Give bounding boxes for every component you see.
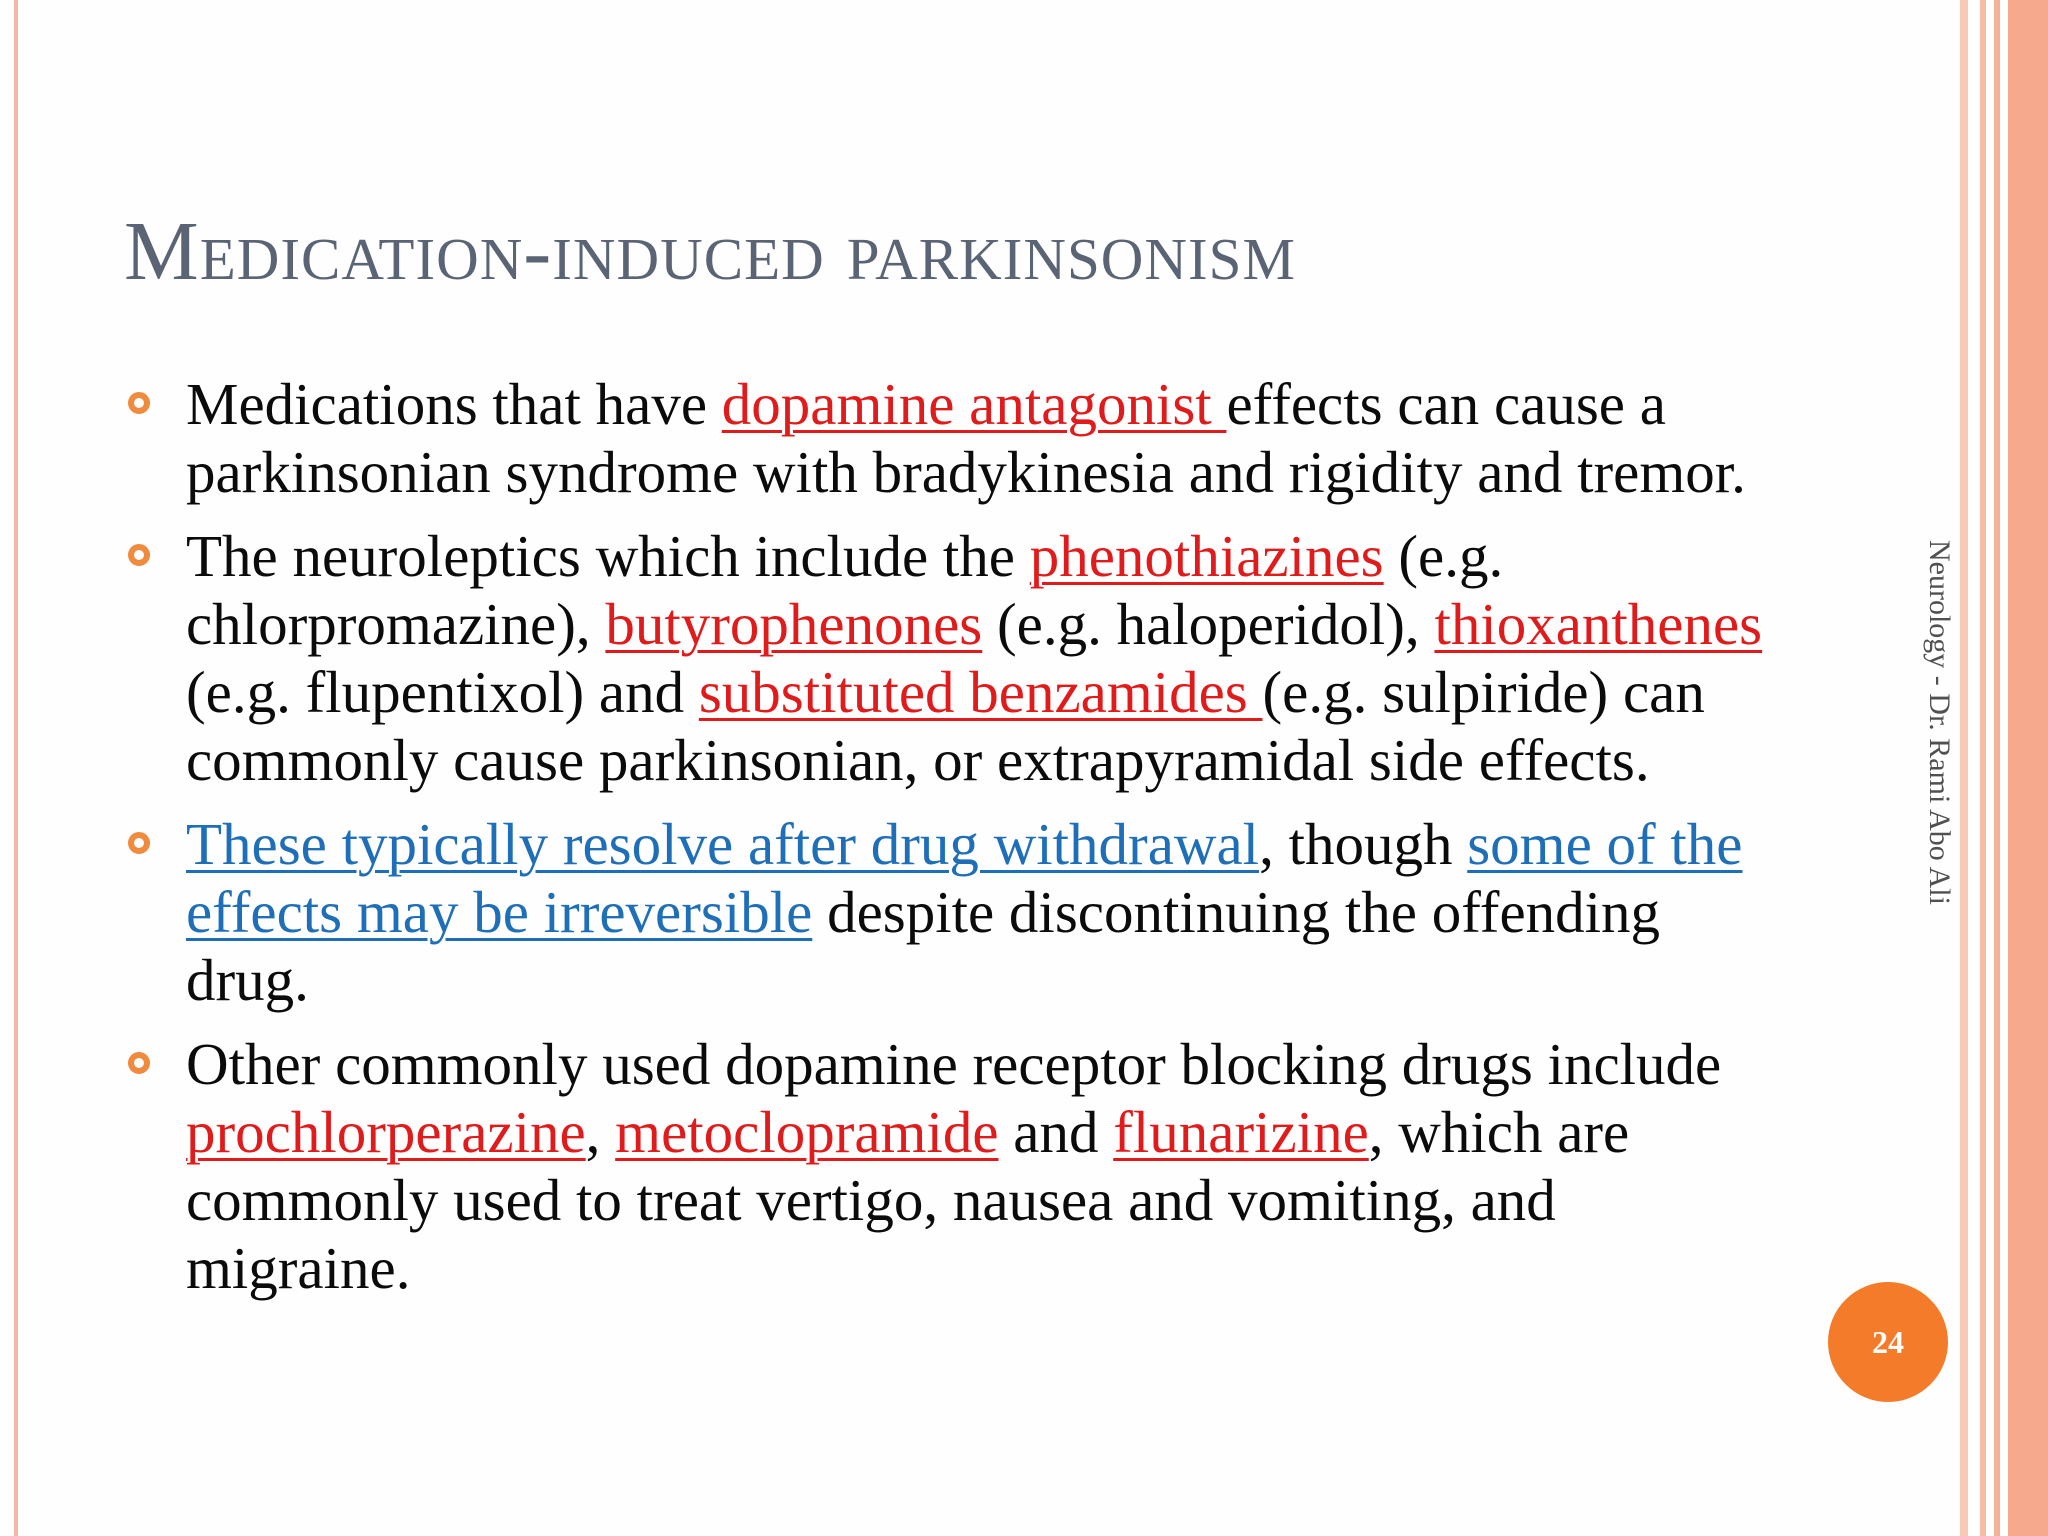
bullet-item bbox=[124, 810, 1764, 1014]
text-segment: effects can cause a parkinsonian syndrome with bradykinesia and rigidity and tremor. bbox=[186, 371, 1746, 505]
highlighted-term: prochlorperazine bbox=[186, 1099, 586, 1165]
slide-title: Medication-induced parkinsonism bbox=[124, 205, 1296, 298]
hollow-circle-icon bbox=[128, 832, 150, 854]
right-border-stripe-3 bbox=[1994, 0, 2000, 1536]
text-segment: (e.g. sulpiride) can commonly cause parkinsonian, or extrapyramidal side effects. bbox=[186, 659, 1705, 793]
highlighted-term: flunarizine bbox=[1113, 1099, 1369, 1165]
left-decorative-border bbox=[0, 0, 28, 1536]
bullet-item bbox=[124, 370, 1764, 506]
bullet-text bbox=[186, 1031, 1721, 1301]
text-segment: , bbox=[585, 1099, 616, 1165]
right-border-stripe-1 bbox=[1960, 0, 1968, 1536]
right-border-band bbox=[2008, 0, 2048, 1536]
text-segment: (e.g. haloperidol), bbox=[982, 591, 1435, 657]
hollow-circle-icon bbox=[128, 392, 150, 414]
right-border-stripe-2 bbox=[1980, 0, 1986, 1536]
bullet-list bbox=[124, 370, 1764, 1318]
bullet-item bbox=[124, 522, 1764, 794]
right-decorative-border bbox=[1960, 0, 2048, 1536]
highlighted-phrase: These typically resolve after drug withdrawal bbox=[186, 811, 1260, 877]
text-segment: Other commonly used dopamine receptor blocking drugs include bbox=[186, 1031, 1722, 1097]
highlighted-term: substituted benzamides bbox=[698, 659, 1263, 725]
text-segment: (e.g. chlorpromazine), bbox=[186, 523, 1504, 657]
vertical-footer-label: Neurology - Dr. Rami Abo Ali bbox=[1923, 540, 1956, 905]
bullet-text bbox=[186, 811, 1743, 1013]
highlighted-term: butyrophenones bbox=[605, 591, 983, 657]
text-segment: The neuroleptics which include the bbox=[186, 523, 1030, 589]
highlighted-term: thioxanthenes bbox=[1434, 591, 1763, 657]
highlighted-term: dopamine antagonist bbox=[721, 371, 1227, 437]
text-segment: and bbox=[998, 1099, 1114, 1165]
text-segment: Medications that have bbox=[186, 371, 722, 437]
highlighted-term: metoclopramide bbox=[615, 1099, 999, 1165]
bullet-text bbox=[186, 523, 1762, 793]
text-segment: (e.g. flupentixol) and bbox=[186, 659, 699, 725]
highlighted-phrase: some of the effects may be irreversible bbox=[186, 811, 1743, 945]
text-segment: , though bbox=[1259, 811, 1468, 877]
hollow-circle-icon bbox=[128, 1052, 150, 1074]
highlighted-term: phenothiazines bbox=[1029, 523, 1384, 589]
text-segment: , which are commonly used to treat vertigo, nausea and vomiting, and migraine. bbox=[186, 1099, 1630, 1301]
left-border-line bbox=[14, 0, 18, 1536]
bullet-text bbox=[186, 371, 1746, 505]
left-border-strip bbox=[0, 0, 14, 1536]
text-segment: despite discontinuing the offending drug. bbox=[186, 879, 1661, 1013]
bullet-item bbox=[124, 1030, 1764, 1302]
page-number-badge: 24 bbox=[1828, 1282, 1948, 1402]
hollow-circle-icon bbox=[128, 544, 150, 566]
